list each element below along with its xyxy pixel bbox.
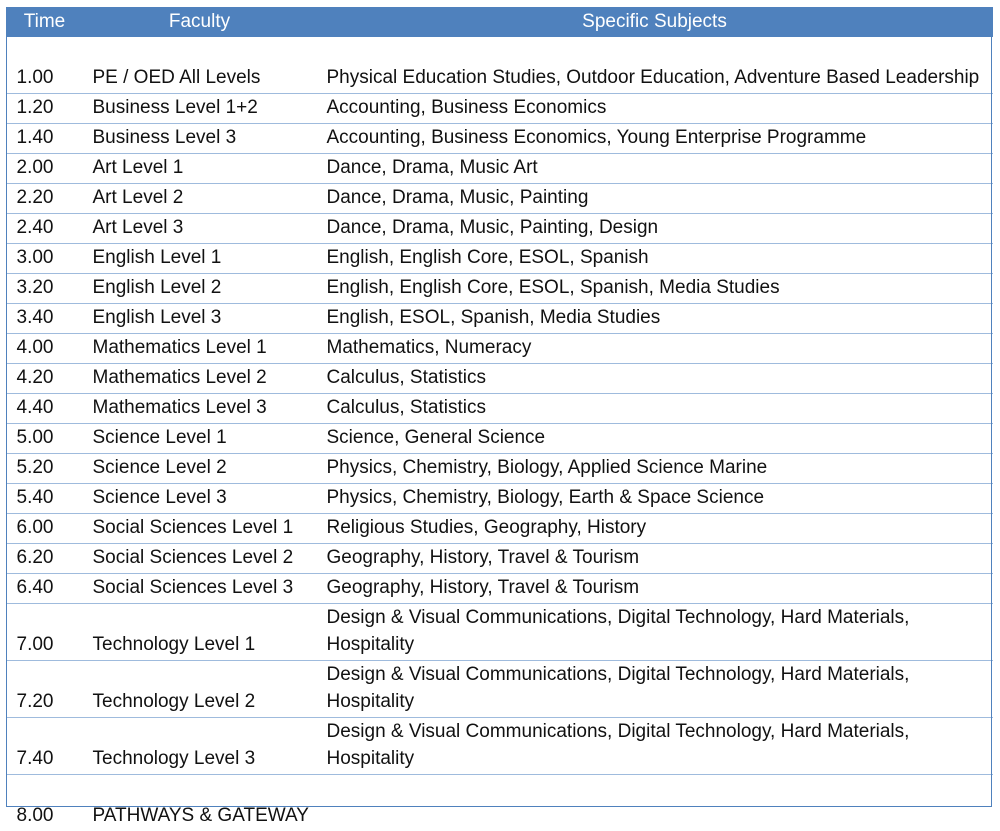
cell-time: 3.20 — [7, 274, 83, 304]
cell-faculty: Art Level 2 — [83, 184, 317, 214]
cell-faculty: English Level 2 — [83, 274, 317, 304]
cell-subjects: Religious Studies, Geography, History — [317, 514, 993, 544]
cell-faculty: English Level 1 — [83, 244, 317, 274]
cell-faculty: PATHWAYS & GATEWAY — [83, 775, 317, 831]
cell-subjects: Design & Visual Communications, Digital Technology, Hard Materials, Hospitality — [317, 604, 993, 661]
cell-faculty: English Level 3 — [83, 304, 317, 334]
cell-faculty: Business Level 3 — [83, 124, 317, 154]
table-row — [7, 334, 993, 364]
cell-subjects: Physics, Chemistry, Biology, Earth & Space Science — [317, 484, 993, 514]
cell-time: 7.00 — [7, 604, 83, 661]
table-row — [7, 37, 993, 94]
cell-time: 2.20 — [7, 184, 83, 214]
cell-time: 5.00 — [7, 424, 83, 454]
cell-faculty: Business Level 1+2 — [83, 94, 317, 124]
cell-subjects: Accounting, Business Economics, Young Enterprise Programme — [317, 124, 993, 154]
cell-subjects: Science, General Science — [317, 424, 993, 454]
table-row — [7, 274, 993, 304]
table-row — [7, 661, 993, 718]
table-row — [7, 544, 993, 574]
cell-subjects: Dance, Drama, Music, Painting, Design — [317, 214, 993, 244]
cell-faculty: Social Sciences Level 3 — [83, 574, 317, 604]
cell-time: 2.40 — [7, 214, 83, 244]
cell-subjects: Geography, History, Travel & Tourism — [317, 574, 993, 604]
cell-faculty: Science Level 2 — [83, 454, 317, 484]
table-row — [7, 775, 993, 831]
table-row — [7, 484, 993, 514]
cell-faculty: Social Sciences Level 2 — [83, 544, 317, 574]
column-header-subjects: Specific Subjects — [317, 8, 993, 37]
cell-time: 6.20 — [7, 544, 83, 574]
cell-subjects: Calculus, Statistics — [317, 394, 993, 424]
table-row — [7, 718, 993, 775]
table-row — [7, 94, 993, 124]
cell-subjects: Physics, Chemistry, Biology, Applied Science Marine — [317, 454, 993, 484]
cell-subjects: Dance, Drama, Music Art — [317, 154, 993, 184]
cell-time: 8.00 — [7, 775, 83, 831]
cell-faculty: Technology Level 3 — [83, 718, 317, 775]
cell-subjects: Design & Visual Communications, Digital Technology, Hard Materials, Hospitality — [317, 661, 993, 718]
cell-subjects: Geography, History, Travel & Tourism — [317, 544, 993, 574]
cell-subjects: Mathematics, Numeracy — [317, 334, 993, 364]
cell-subjects: English, ESOL, Spanish, Media Studies — [317, 304, 993, 334]
cell-faculty: Mathematics Level 2 — [83, 364, 317, 394]
cell-time: 1.20 — [7, 94, 83, 124]
cell-time: 4.00 — [7, 334, 83, 364]
cell-time: 4.40 — [7, 394, 83, 424]
table-row — [7, 214, 993, 244]
cell-time: 4.20 — [7, 364, 83, 394]
cell-time: 5.40 — [7, 484, 83, 514]
cell-subjects: English, English Core, ESOL, Spanish — [317, 244, 993, 274]
cell-time: 1.00 — [7, 37, 83, 94]
cell-faculty: PE / OED All Levels — [83, 37, 317, 94]
cell-faculty: Art Level 1 — [83, 154, 317, 184]
column-header-faculty: Faculty — [83, 8, 317, 37]
header-row — [7, 8, 993, 37]
cell-time: 3.40 — [7, 304, 83, 334]
cell-subjects: Calculus, Statistics — [317, 364, 993, 394]
table-header — [7, 8, 993, 37]
table-body — [7, 37, 993, 831]
cell-time: 2.00 — [7, 154, 83, 184]
table-row — [7, 124, 993, 154]
cell-time: 5.20 — [7, 454, 83, 484]
cell-faculty: Science Level 1 — [83, 424, 317, 454]
table-row — [7, 244, 993, 274]
table-row — [7, 154, 993, 184]
table-row — [7, 184, 993, 214]
cell-faculty: Art Level 3 — [83, 214, 317, 244]
cell-time: 7.20 — [7, 661, 83, 718]
cell-subjects: Physical Education Studies, Outdoor Education, Adventure Based Leadership — [317, 37, 993, 94]
cell-faculty: Technology Level 1 — [83, 604, 317, 661]
cell-faculty: Social Sciences Level 1 — [83, 514, 317, 544]
table-row — [7, 604, 993, 661]
cell-faculty: Mathematics Level 1 — [83, 334, 317, 364]
cell-subjects: Accounting, Business Economics — [317, 94, 993, 124]
cell-faculty: Science Level 3 — [83, 484, 317, 514]
column-header-time: Time — [7, 8, 83, 37]
table-row — [7, 454, 993, 484]
cell-faculty: Technology Level 2 — [83, 661, 317, 718]
table-row — [7, 424, 993, 454]
cell-time: 7.40 — [7, 718, 83, 775]
table-row — [7, 574, 993, 604]
cell-time: 3.00 — [7, 244, 83, 274]
cell-subjects — [317, 775, 993, 831]
cell-subjects: English, English Core, ESOL, Spanish, Media Studies — [317, 274, 993, 304]
cell-subjects: Design & Visual Communications, Digital Technology, Hard Materials, Hospitality — [317, 718, 993, 775]
schedule-table — [6, 7, 993, 831]
cell-time: 1.40 — [7, 124, 83, 154]
table-row — [7, 304, 993, 334]
table-row — [7, 394, 993, 424]
table-row — [7, 514, 993, 544]
table-row — [7, 364, 993, 394]
cell-time: 6.40 — [7, 574, 83, 604]
cell-faculty: Mathematics Level 3 — [83, 394, 317, 424]
cell-time: 6.00 — [7, 514, 83, 544]
cell-subjects: Dance, Drama, Music, Painting — [317, 184, 993, 214]
